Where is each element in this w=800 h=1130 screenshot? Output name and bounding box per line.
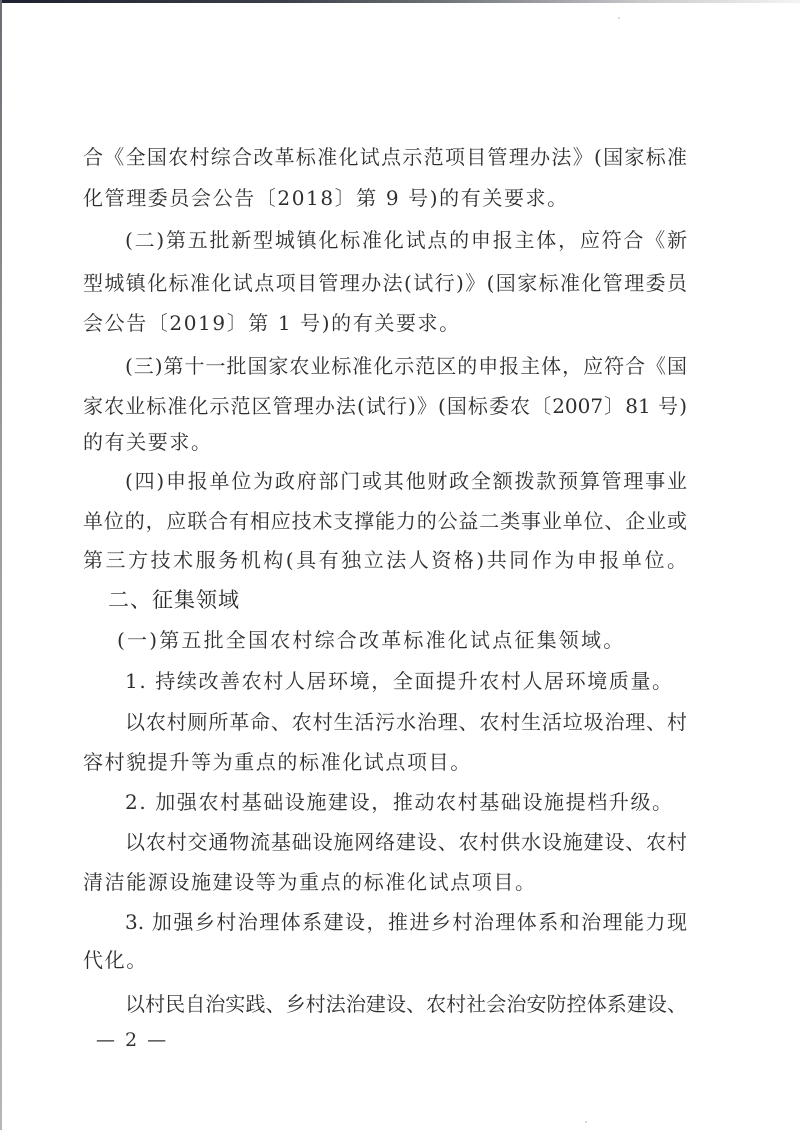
text-line: 以农村厕所革命、农村生活污水治理、农村生活垃圾治理、村 [125,710,687,734]
text-line: 2. 加强农村基础设施建设，推动农村基础设施提档升级。 [125,790,674,814]
subsection-heading: (一)第五批全国农村综合改革标准化试点征集领域。 [117,628,626,652]
text-line: 单位的，应联合有相应技术支撑能力的公益二类事业单位、企业或 [83,509,687,533]
text-line: 会公告〔2019〕第 1 号)的有关要求。 [83,311,461,335]
text-line: 家农业标准化示范区管理办法(试行)》(国标委农〔2007〕81 号) [83,394,687,418]
text-line: 代化。 [83,948,148,972]
text-line: 型城镇化标准化试点项目管理办法(试行)》(国家标准化管理委员 [83,271,687,295]
text-line: (四)申报单位为政府部门或其他财政全额拨款预算管理事业 [125,469,687,493]
text-line: 容村貌提升等为重点的标准化试点项目。 [83,750,472,774]
text-line: 清洁能源设施建设等为重点的标准化试点项目。 [83,870,537,894]
text-line: 合《全国农村综合改革标准化试点示范项目管理办法》(国家标准 [83,145,687,169]
text-line: 3. 加强乡村治理体系建设，推进乡村治理体系和治理能力现 [125,910,687,934]
scan-speck [618,17,620,19]
text-line: 以村民自治实践、乡村法治建设、农村社会治安防控体系建设、 [125,992,687,1016]
section-heading: 二、征集领域 [108,588,240,612]
scan-speck [585,1121,587,1123]
text-line: 1. 持续改善农村人居环境，全面提升农村人居环境质量。 [125,669,674,693]
text-line: 以农村交通物流基础设施网络建设、农村供水设施建设、农村 [125,830,687,854]
page-number: — 2 — [96,1029,169,1051]
text-line: (二)第五批新型城镇化标准化试点的申报主体，应符合《新 [125,228,687,252]
text-line: 的有关要求。 [83,430,213,454]
text-line: (三)第十一批国家农业标准化示范区的申报主体，应符合《国 [125,354,687,378]
text-line: 第三方技术服务机构(具有独立法人资格)共同作为申报单位。 [83,548,687,572]
text-line: 化管理委员会公告〔2018〕第 9 号)的有关要求。 [83,186,569,210]
